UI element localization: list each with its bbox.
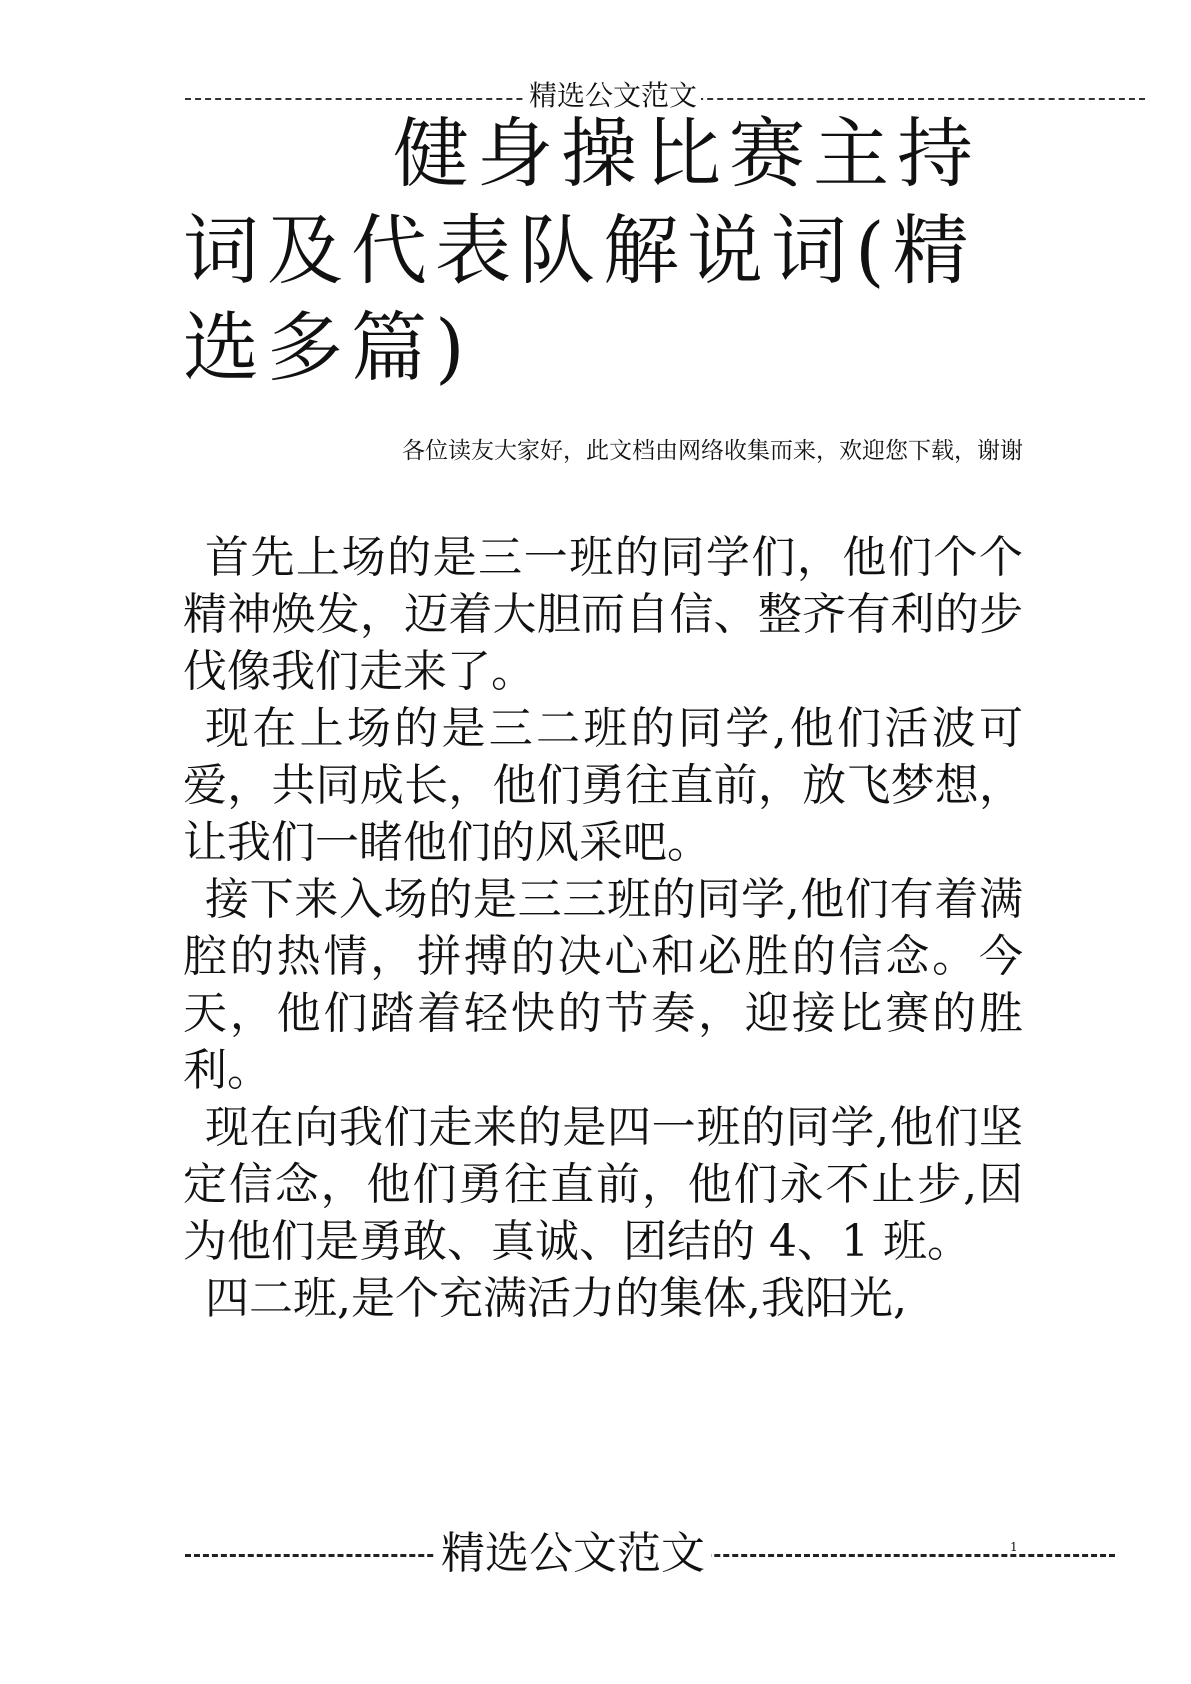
paragraph: 现在向我们走来的是四一班的同学,他们坚定信念，他们勇往直前，他们永不止步,因为他们是勇敢、真诚、团结的 4、1 班。 [183, 1102, 1023, 1267]
footer-label: 精选公文范文 [435, 1527, 711, 1581]
paragraph: 四二班,是个充满活力的集体,我阳光, [205, 1273, 907, 1324]
greeting-line: 各位读友大家好，此文档由网络收集而来，欢迎您下载，谢谢 [402, 438, 1023, 464]
paragraph: 现在上场的是三二班的同学,他们活波可爱，共同成长，他们勇往直前，放飞梦想，让我们一睹他们的风采吧。 [183, 703, 1023, 868]
paragraph: 接下来入场的是三三班的同学,他们有着满腔的热情，拼搏的决心和必胜的信念。今天，他们踏着轻快的节奏，迎接比赛的胜利。 [183, 874, 1023, 1096]
paragraph: 首先上场的是三一班的同学们，他们个个精神焕发，迈着大胆而自信、整齐有利的步伐像我们走来了。 [183, 532, 1023, 697]
document-title: 健身操比赛主持词及代表队解说词(精选多篇) [183, 109, 981, 392]
page-number: 1 [1010, 1540, 1018, 1554]
document-body [183, 529, 1023, 1327]
header-label: 精选公文范文 [525, 78, 701, 114]
